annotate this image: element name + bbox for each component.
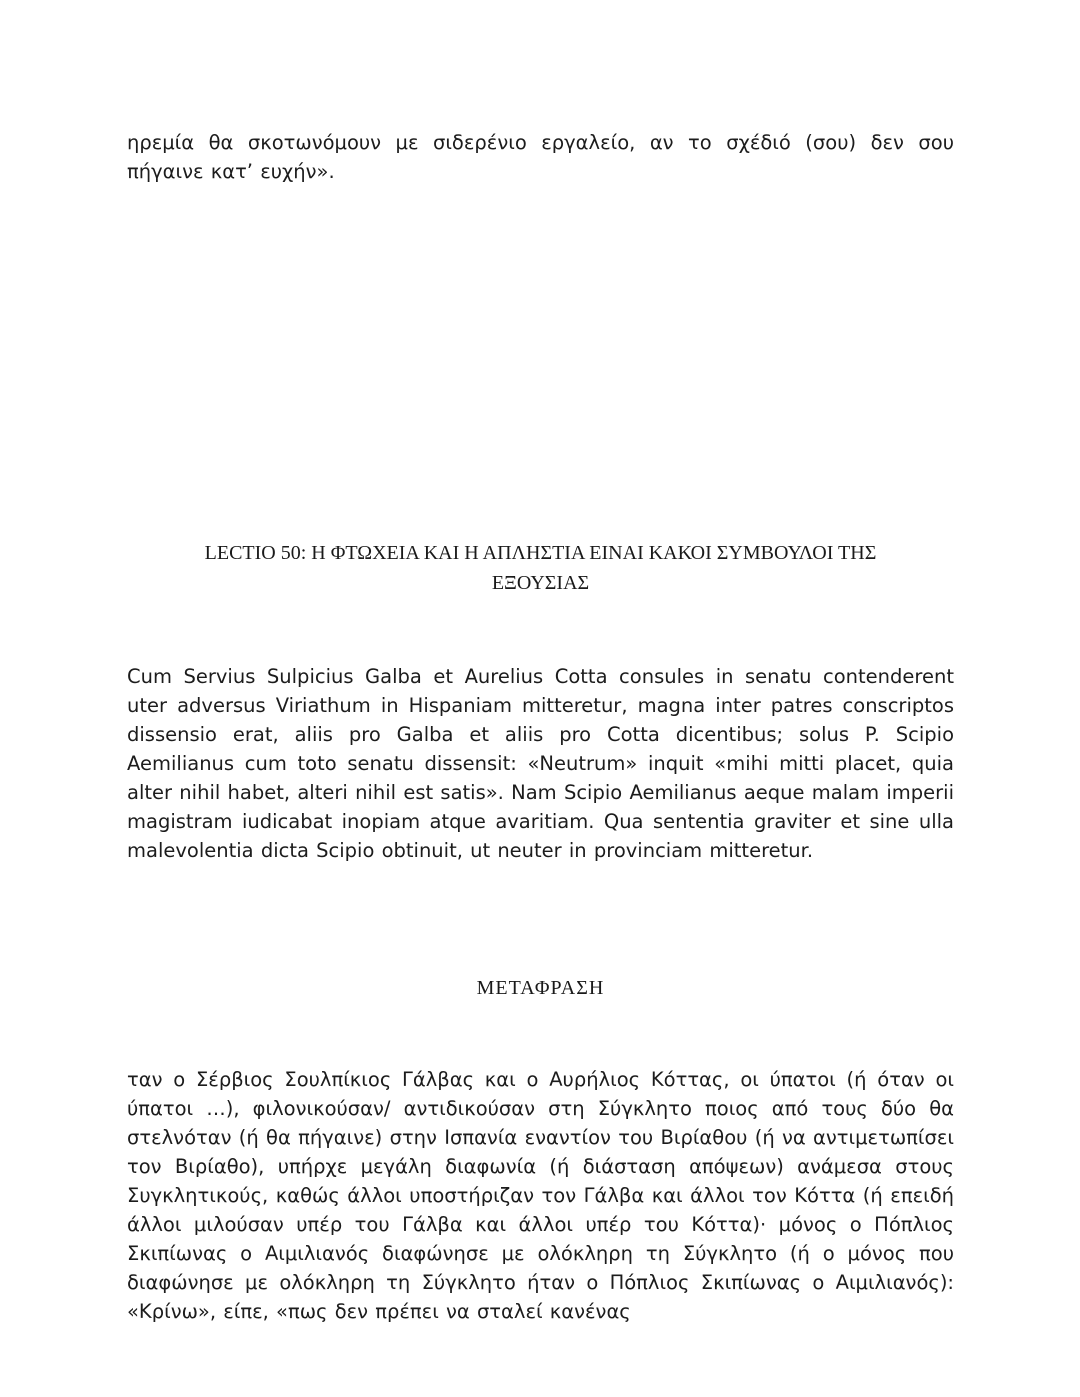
translation-paragraph: ταν ο Σέρβιος Σουλπίκιος Γάλβας και ο Αυρήλιος Κόττας, οι ύπατοι (ή όταν οι ύπατοι …), φιλονικούσαν/ αντιδικούσαν στη Σύγκλητο ποιος από τους δύο θα στελνόταν (ή θα πήγαινε) στην Ισπανία εναντίον του Βιρίαθου (ή να αντιμετωπίσει τον Βιρίαθο), υπήρχε μεγάλη διαφωνία (ή διάσταση απόψεων) ανάμεσα στους Συγκλητικούς, καθώς άλλοι υποστήριζαν τον Γάλβα και άλλοι τον Κόττα (ή επειδή άλλοι μιλούσαν υπέρ του Γάλβα και άλλοι υπέρ του Κόττα)· μόνος ο Πόπλιος Σκιπίωνας ο Αιμιλιανός διαφώνησε με ολόκληρη τη Σύγκλητο (ή ο μόνος που διαφώνησε με ολόκληρη τη Σύγκλητο ήταν ο Πόπλιος Σκιπίωνας ο Αιμιλιανός): «Κρίνω», είπε, «πως δεν πρέπει να σταλεί κανένας bbox=[127, 1068, 954, 1323]
document-content bbox=[127, 0, 954, 1326]
metafrasi-heading: ΜΕΤΑΦΡΑΣΗ bbox=[476, 977, 605, 999]
intro-paragraph: ηρεμία θα σκοτωνόμουν με σιδερένιο εργαλείο, αν το σχέδιό (σου) δεν σου πήγαινε κατ’ ευχήν». bbox=[127, 131, 954, 183]
lectio-heading: LECTIO 50: Η ΦΤΩΧΕΙΑ ΚΑΙ Η ΑΠΛΗΣΤΙΑ ΕΙΝΑΙ ΚΑΚΟΙ ΣΥΜΒΟΥΛΟΙ ΤΗΣ ΕΞΟΥΣΙΑΣ bbox=[204, 542, 877, 594]
latin-paragraph: Cum Servius Sulpicius Galba et Aurelius Cotta consules in senatu contenderent uter adversus Viriathum in Hispaniam mitteretur, magna inter patres conscriptos dissensio erat, aliis pro Galba et aliis pro Cotta dicentibus; solus P. Scipio Aemilianus cum toto senatu dissensit: «Neutrum» inquit «mihi mitti placet, quia alter nihil habet, alteri nihil est satis». Nam Scipio Aemilianus aeque malam imperii magistram iudicabat inopiam atque avaritiam. Qua sententia graviter et sine ulla malevolentia dicta Scipio obtinuit, ut neuter in provinciam mitteretur. bbox=[127, 665, 954, 862]
